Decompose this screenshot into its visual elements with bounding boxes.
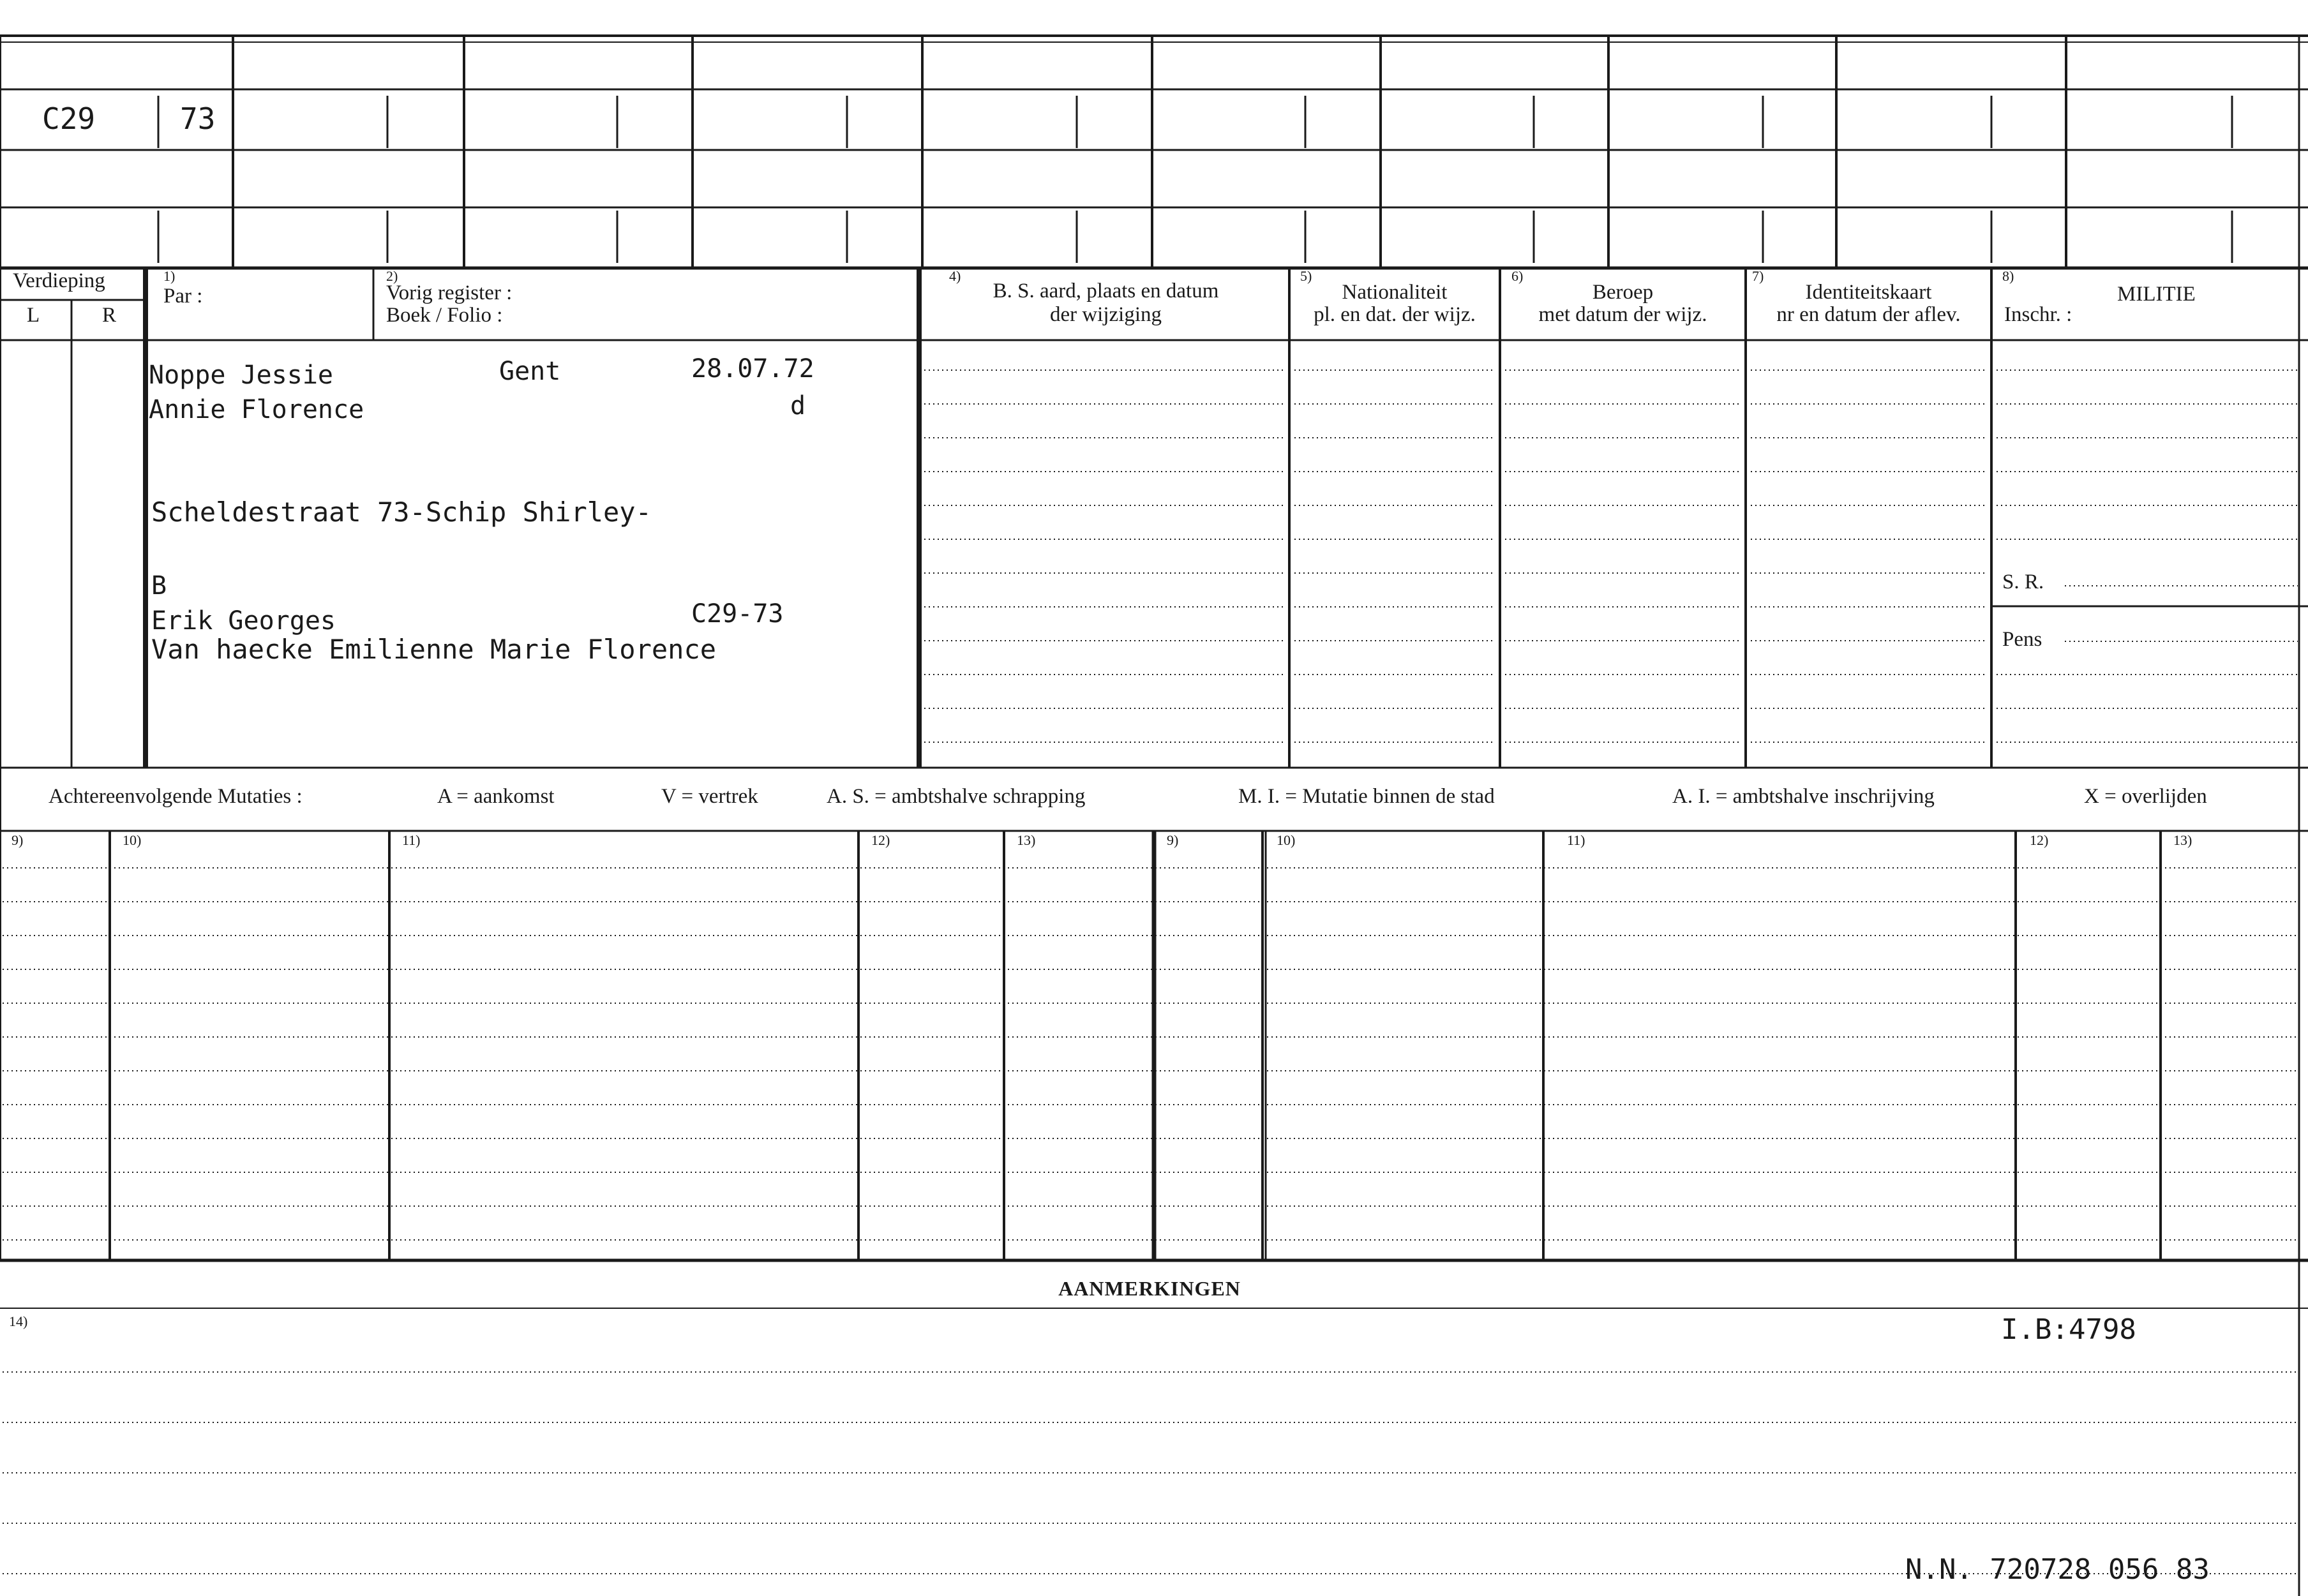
bs-header-line1: B. S. aard, plaats en datum [993, 280, 1219, 302]
mut-col-10-right: 10) [1277, 832, 1296, 848]
nn-number: N.N. 720728 056 83 [1905, 1553, 2210, 1586]
address: Scheldestraat 73-Schip Shirley- [151, 496, 652, 528]
beroep-header-line2: met datum der wijz. [1538, 303, 1707, 326]
house-number: 73 [180, 101, 216, 136]
sr-label: S. R. [2002, 571, 2044, 593]
vorig-register-header: Vorig register : [386, 281, 513, 304]
beroep-header-line1: Beroep [1592, 281, 1654, 304]
legend-intro: Achtereenvolgende Mutaties : [49, 785, 303, 808]
mother-name: Van haecke Emilienne Marie Florence [151, 634, 717, 665]
col-7-number: 7) [1752, 268, 1764, 284]
birthplace: Gent [499, 357, 561, 386]
father-name: Erik Georges [151, 606, 336, 636]
nationaliteit-header-line1: Nationaliteit [1342, 281, 1448, 304]
legend-vertrek: V = vertrek [661, 785, 758, 808]
bs-header-line2: der wijziging [1049, 303, 1162, 326]
militie-header: MILITIE [2117, 283, 2196, 306]
boek-folio-header: Boek / Folio : [386, 304, 503, 327]
remarks-title: AANMERKINGEN [1058, 1277, 1241, 1300]
col-8-number: 8) [2002, 268, 2014, 284]
ib-reference: I.B:4798 [2001, 1313, 2136, 1346]
mark-b: B [151, 571, 167, 600]
legend-ambtshalve-inschrijving: A. I. = ambtshalve inschrijving [1672, 785, 1935, 808]
right-header: R [102, 304, 117, 327]
col-5-number: 5) [1300, 268, 1312, 284]
mut-col-9-right: 9) [1167, 832, 1179, 848]
remarks-number: 14) [9, 1313, 28, 1329]
mut-col-10-left: 10) [123, 832, 142, 848]
legend-ambtshalve-schrapping: A. S. = ambtshalve schrapping [827, 785, 1086, 808]
mut-col-9-left: 9) [11, 832, 24, 848]
inschr-header: Inschr. : [2004, 303, 2072, 326]
mut-col-12-right: 12) [2030, 832, 2049, 848]
left-header: L [27, 304, 40, 327]
col-6-number: 6) [1511, 268, 1524, 284]
col-2-number: 2) [386, 268, 398, 284]
name-line-2: Annie Florence [149, 395, 364, 424]
col-4-number: 4) [949, 268, 961, 284]
section-code: C29 [42, 101, 96, 136]
verdieping-header: Verdieping [13, 269, 105, 292]
father-reference: C29-73 [691, 599, 784, 629]
pens-label: Pens [2002, 628, 2042, 651]
name-line-1: Noppe Jessie [149, 361, 333, 390]
legend-mutatie-binnen-stad: M. I. = Mutatie binnen de stad [1238, 785, 1495, 808]
col-1-number: 1) [163, 268, 176, 284]
legend-overlijden: X = overlijden [2084, 785, 2207, 808]
mut-col-12-left: 12) [871, 832, 890, 848]
birthdate: 28.07.72 [691, 354, 814, 384]
mark-d: d [790, 391, 806, 421]
identiteitskaart-header-line1: Identiteitskaart [1805, 281, 1932, 304]
identiteitskaart-header-line2: nr en datum der aflev. [1776, 303, 1961, 326]
par-header: Par : [163, 285, 203, 308]
mut-col-13-right: 13) [2173, 832, 2192, 848]
legend-aankomst: A = aankomst [437, 785, 555, 808]
mut-col-11-left: 11) [402, 832, 421, 848]
mut-col-13-left: 13) [1017, 832, 1036, 848]
mut-col-11-right: 11) [1567, 832, 1585, 848]
nationaliteit-header-line2: pl. en dat. der wijz. [1314, 303, 1476, 326]
